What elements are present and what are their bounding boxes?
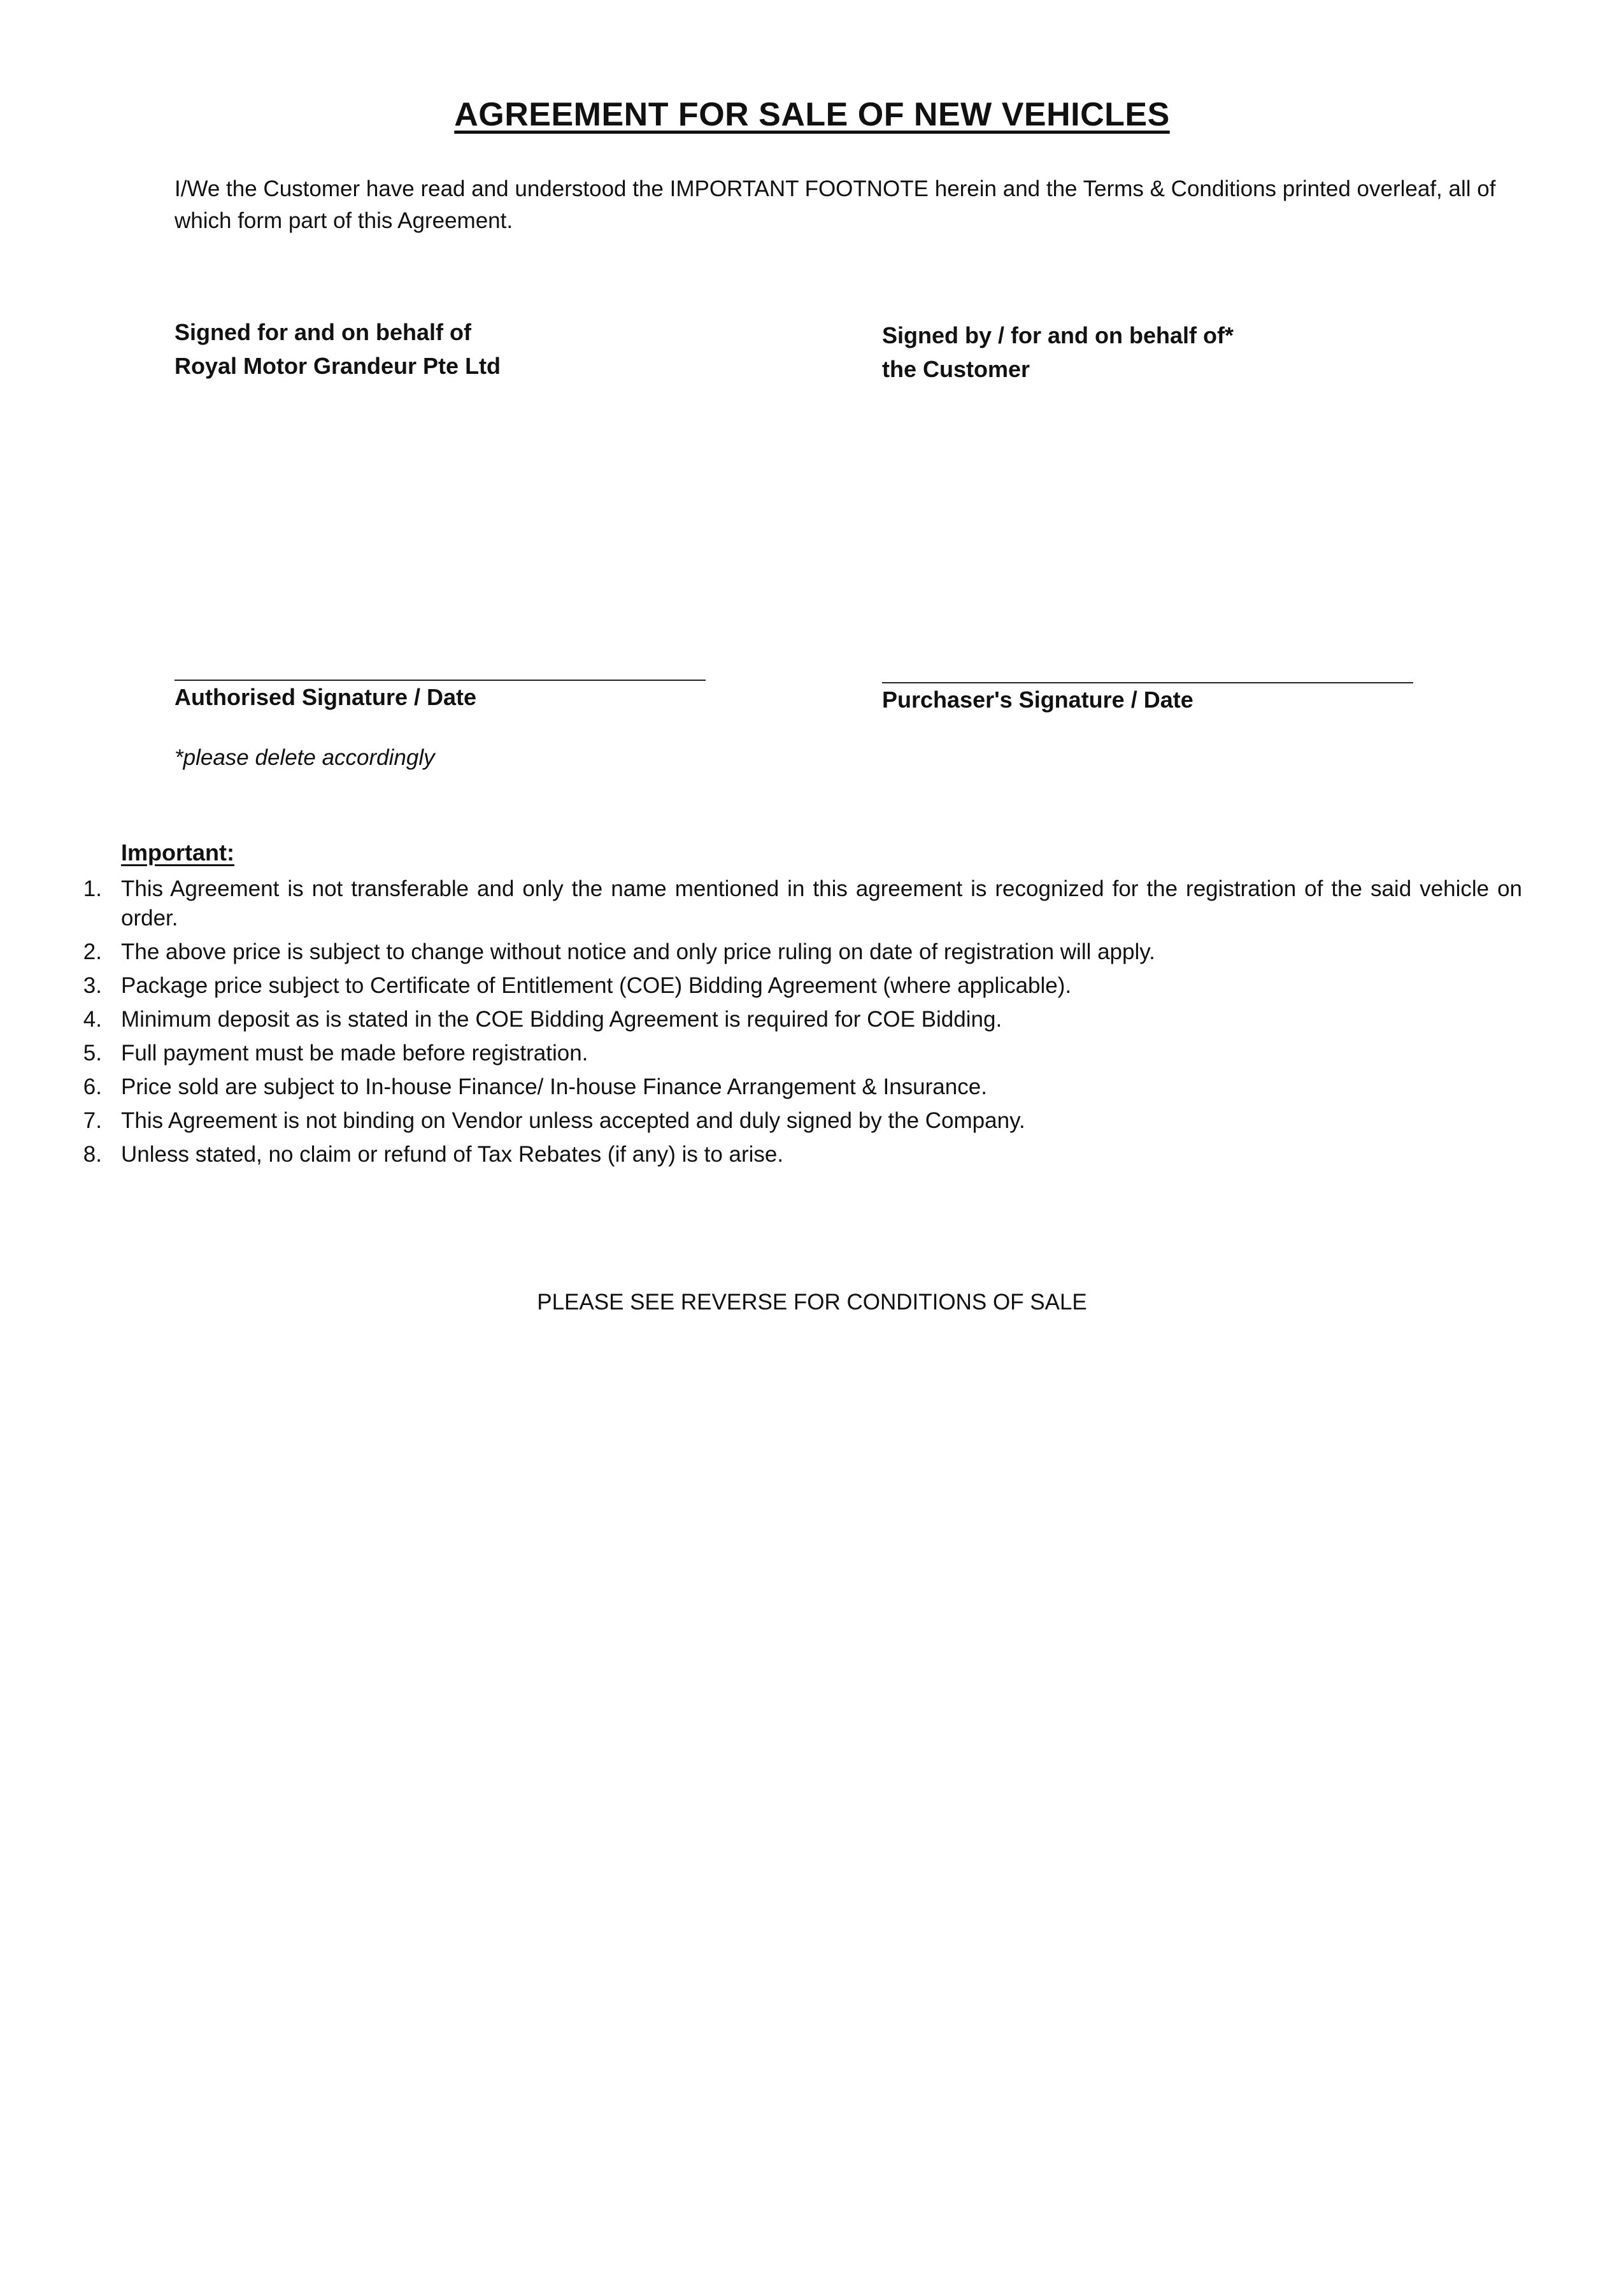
authorised-signature-line	[175, 680, 706, 681]
list-item	[76, 1039, 1522, 1068]
list-item	[76, 938, 1522, 967]
term-number: 5.	[83, 1041, 102, 1066]
page-title: AGREEMENT FOR SALE OF NEW VEHICLES	[454, 96, 1170, 133]
term-text: Full payment must be made before registration.	[121, 1041, 588, 1066]
important-terms-list	[76, 874, 1522, 1174]
list-item	[76, 1005, 1522, 1034]
term-number: 4.	[83, 1007, 102, 1032]
term-number: 3.	[83, 973, 102, 998]
list-item	[76, 1140, 1522, 1169]
list-item	[76, 874, 1522, 933]
list-item	[76, 1073, 1522, 1102]
list-item	[76, 1106, 1522, 1136]
term-text: This Agreement is not transferable and only the name mentioned in this agreement is recognized for the registration of the said vehicle on order.	[121, 876, 1522, 931]
company-signature-block	[175, 315, 501, 383]
delete-accordingly-note: *please delete accordingly	[175, 745, 435, 770]
term-text: This Agreement is not binding on Vendor unless accepted and duly signed by the Company.	[121, 1108, 1025, 1133]
important-heading: Important:	[121, 839, 234, 866]
purchaser-signature-line	[882, 682, 1413, 683]
term-number: 7.	[83, 1108, 102, 1133]
term-text: Unless stated, no claim or refund of Tax Rebates (if any) is to arise.	[121, 1142, 784, 1167]
list-item	[76, 971, 1522, 1001]
customer-signature-label: Signed by / for and on behalf of*	[882, 322, 1234, 348]
customer-label: the Customer	[882, 356, 1030, 382]
term-text: Price sold are subject to In-house Finance/ In-house Finance Arrangement & Insurance.	[121, 1074, 987, 1099]
term-text: The above price is subject to change without notice and only price ruling on date of registration will apply.	[121, 939, 1155, 964]
term-number: 2.	[83, 939, 102, 964]
authorised-signature-caption: Authorised Signature / Date	[175, 684, 477, 710]
term-number: 1.	[83, 876, 102, 901]
term-number: 6.	[83, 1074, 102, 1099]
company-name: Royal Motor Grandeur Pte Ltd	[175, 353, 501, 379]
term-number: 8.	[83, 1142, 102, 1167]
reverse-side-notice: PLEASE SEE REVERSE FOR CONDITIONS OF SALE	[537, 1290, 1087, 1315]
term-text: Package price subject to Certificate of Entitlement (COE) Bidding Agreement (where applicable).	[121, 973, 1072, 998]
company-signature-label: Signed for and on behalf of	[175, 319, 471, 345]
intro-paragraph: I/We the Customer have read and understood the IMPORTANT FOOTNOTE herein and the Terms & Conditions printed overleaf, all of which form part of this Agreement.	[175, 176, 1496, 233]
purchaser-signature-caption: Purchaser's Signature / Date	[882, 687, 1193, 713]
term-text: Minimum deposit as is stated in the COE Bidding Agreement is required for COE Bidding.	[121, 1007, 1002, 1032]
customer-signature-block	[882, 318, 1234, 386]
